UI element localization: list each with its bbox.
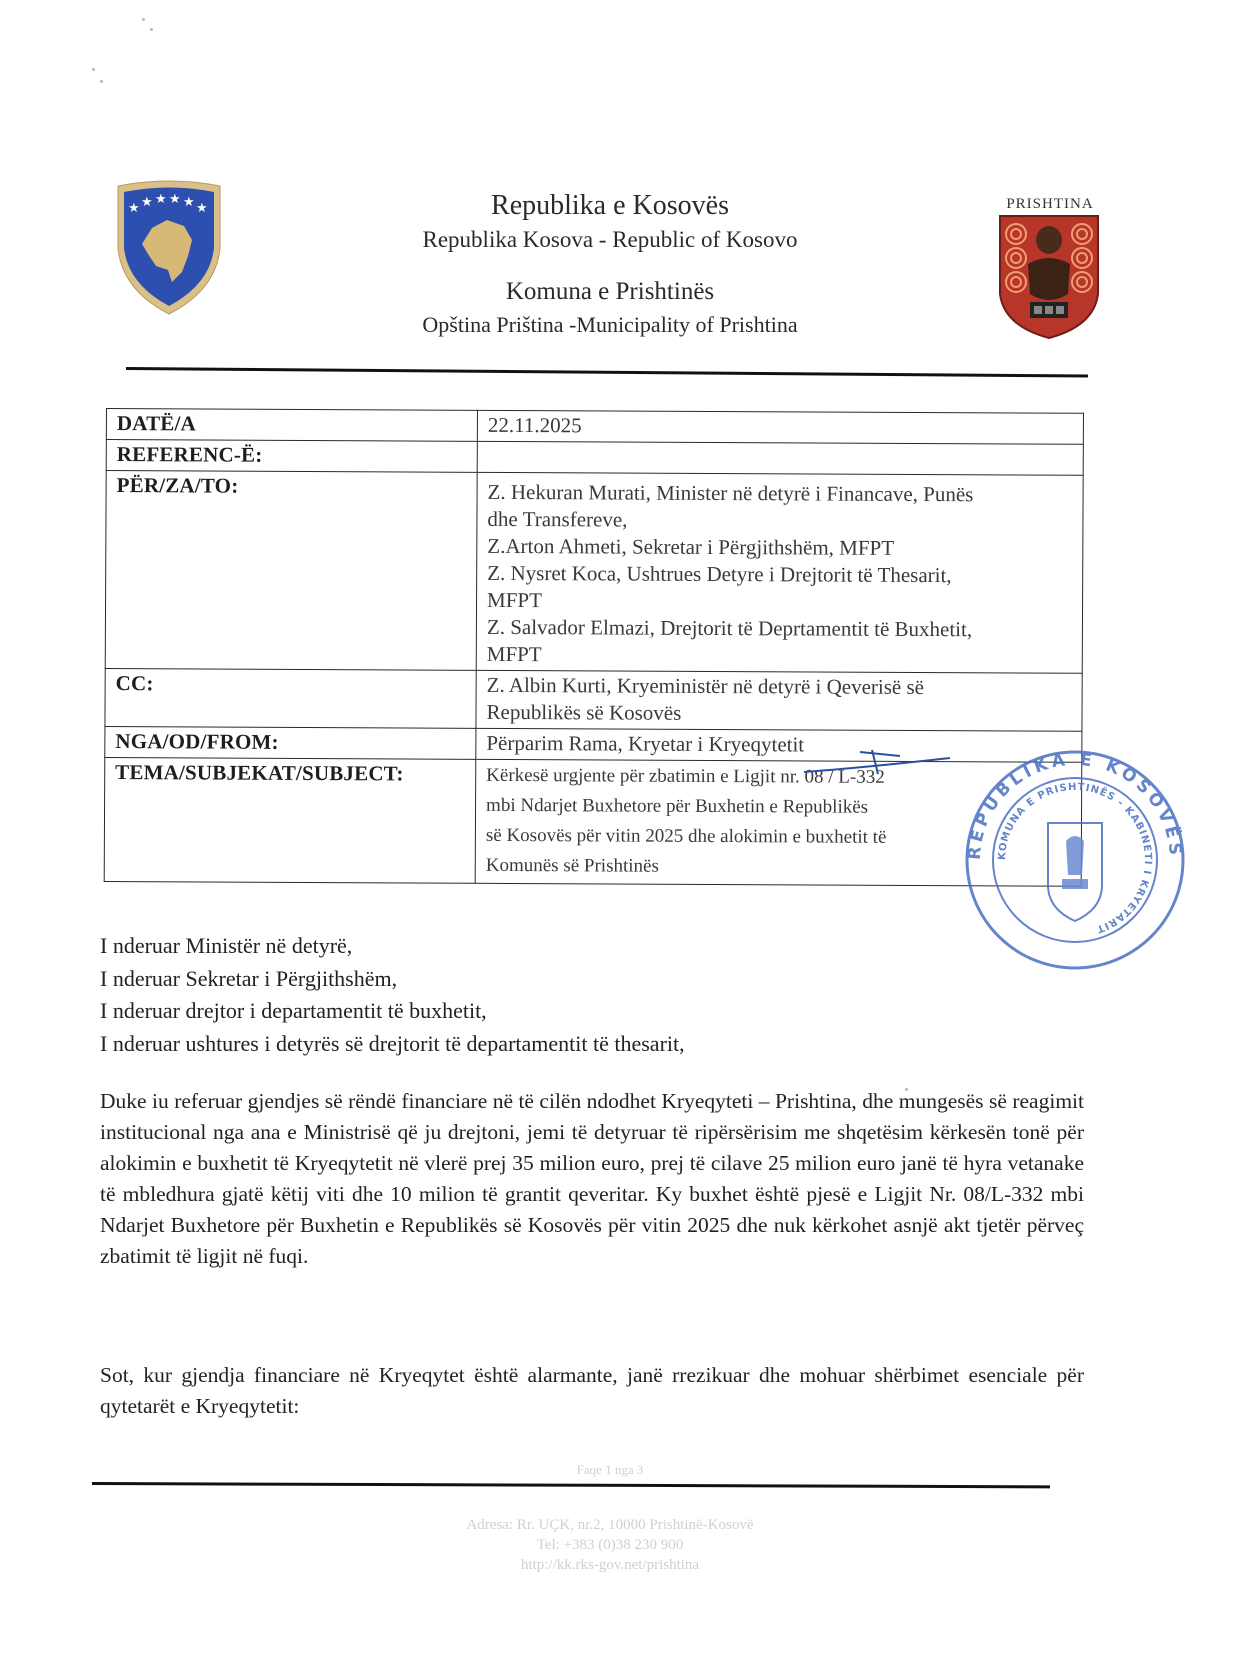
body-paragraph-1: Duke iu referuar gjendjes së rëndë financiare në të cilën ndodhet Kryeqyteti – Prishtina, dhe mungesës së reagimit institucional nga ana e Ministrisë që ju drejtoni, jemi të detyruar të ripërsërisim me shqetësim kërkesën tonë për alokimin e buxhetit të Kryeqytetit në vlerë prej 35 milion euro, prej të cilave 25 milion euro janë të hyra vetanake të mbledhura gjatë këtij viti dhe 10 milion të grantit qeveritar. Ky buxhet është pjesë e Ligjit Nr. 08/L-332 mbi Ndarjet Buxhetore për Buxhetin e Republikës së Kosovës për vitin 2025 dhe nuk kërkohet asnjë akt tjetër përveç zbatimit të ligjit në fuqi. <box>100 1089 1084 1268</box>
table-row-to <box>105 471 1083 674</box>
signature <box>800 748 960 778</box>
date-value: 22.11.2025 <box>477 410 1083 444</box>
footer-page-number: Faqe 1 nga 3 <box>576 1462 644 1477</box>
header-divider <box>126 367 1088 378</box>
svg-text:★: ★ <box>155 192 167 207</box>
svg-text:★: ★ <box>141 195 153 210</box>
table-row-date <box>106 409 1083 445</box>
footer-contact <box>330 1515 890 1575</box>
from-value: Përparim Rama, Kryetar i Kryeqytetit <box>476 728 1082 762</box>
table-row-reference <box>106 440 1083 476</box>
header-republic-subtitle: Republika Kosova - Republic of Kosovo <box>422 227 798 252</box>
svg-text:KOMUNA E PRISHTINËS - KABINETI: KOMUNA E PRISHTINËS - KABINETI I KRYETARIT <box>996 781 1154 935</box>
salutation-line: I nderuar drejtor i departamentit të buxhetit, <box>100 998 487 1023</box>
header-municipality-subtitle: Opština Priština -Municipality of Prishtina <box>422 312 798 337</box>
subject-label: TEMA/SUBJEKAT/SUBJECT: <box>104 757 476 883</box>
kosovo-coat-of-arms-icon <box>112 178 226 318</box>
official-stamp <box>960 745 1190 975</box>
table-row-cc <box>105 668 1082 731</box>
cc-label: CC: <box>105 668 476 728</box>
prishtina-emblem-label: PRISHTINA <box>1006 196 1094 212</box>
svg-text:★: ★ <box>196 201 208 216</box>
reference-value <box>477 441 1083 475</box>
body-paragraph-2: Sot, kur gjendja financiare në Kryeqytet është alarmante, janë rrezikuar dhe mohuar shërbimet esenciale për qytetarët e Kryeqytetit: <box>100 1363 1084 1418</box>
salutation-line: I nderuar Ministër në detyrë, <box>100 933 353 958</box>
from-label: NGA/OD/FROM: <box>105 726 476 759</box>
date-label: DATË/A <box>106 409 477 442</box>
cc-value: Z. Albin Kurti, Kryeministër në detyrë i Qeverisë së Republikës së Kosovës <box>476 670 1082 731</box>
reference-label: REFERENC-Ë: <box>106 440 477 473</box>
svg-text:REPUBLIKA E KOSOVËS: REPUBLIKA E KOSOVËS <box>964 749 1186 861</box>
header-republic-title: Republika e Kosovës <box>491 190 729 221</box>
footer-divider <box>92 1482 1050 1488</box>
footer-phone: Tel: +383 (0)38 230 900 <box>536 1537 684 1553</box>
salutation-line: I nderuar Sekretar i Përgjithshëm, <box>100 965 398 991</box>
svg-text:★: ★ <box>183 195 195 210</box>
to-value: Z. Hekuran Murati, Minister në detyrë i Financave, Punës dhe Transfereve, Z.Arton Ahmeti, Sekretar i Përgjithshëm, MFPT Z. Nysret Koca, Ushtrues Detyre i Drejtorit të Thesarit, MFPT Z. Salvador Elmazi, Drejtorit të Deprtamentit të Buxhetit, MFPT <box>476 472 1083 673</box>
prishtina-coat-of-arms-icon <box>998 214 1100 340</box>
header-municipality-title: Komuna e Prishtinës <box>505 278 715 305</box>
salutation-block <box>100 930 685 1060</box>
subject-value: Kërkesë urgjente për zbatimin e Ligjit nr. 08 / L-332 mbi Ndarjet Buxhetore për Buxhetin e Republikës së Kosovës për vitin 2025 dhe alokimin e buxhetit të Komunës së Prishtinës <box>475 759 1082 886</box>
to-label: PËR/ZA/TO: <box>105 471 477 671</box>
memo-info-table <box>104 408 1084 887</box>
svg-text:★: ★ <box>128 201 140 216</box>
footer-website: http://kk.rks-gov.net/prishtina <box>520 1557 700 1573</box>
footer-address: Adresa: Rr. UÇK, nr.2, 10000 Prishtinë-Kosovë <box>466 1517 754 1533</box>
salutation-line: I nderuar ushtures i detyrës së drejtorit të departamentit të thesarit, <box>100 1030 685 1056</box>
svg-text:★: ★ <box>169 192 181 207</box>
